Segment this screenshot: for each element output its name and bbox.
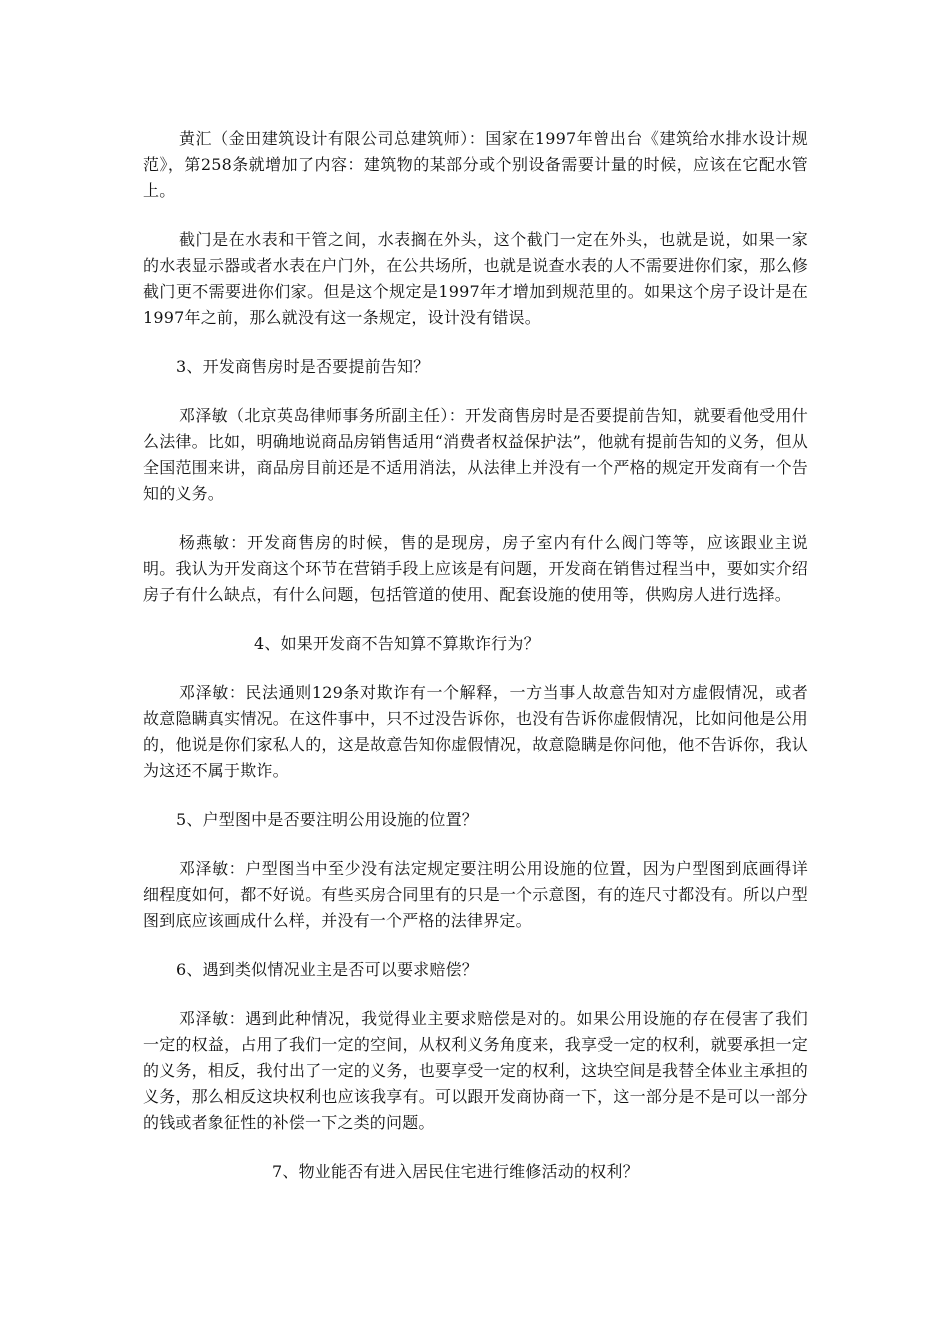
paragraph-valve-location: 截门是在水表和干管之间，水表搁在外头，这个截门一定在外头，也就是说，如果一家的水表显示器或者水表在户门外，在公共场所，也就是说查水表的人不需要进你们家，那么修截门更不需要进你们家。但是这个规定是1997年才增加到规范里的。如果这个房子设计是在1997年之前，那么就没有这一条规定，设计没有错误。 bbox=[143, 230, 808, 327]
question-6-heading: 6、遇到类似情况业主是否可以要求赔偿？ bbox=[176, 960, 478, 979]
question-4-heading: 4、如果开发商不告知算不算欺诈行为？ bbox=[254, 634, 540, 653]
paragraph-fraud-definition: 邓泽敏：民法通则129条对欺诈有一个解释，一方当事人故意告知对方虚假情况，或者故意隐瞒真实情况。在这件事中，只不过没告诉你，也没有告诉你虚假情况，比如问他是公用的，他说是你们家私人的，这是故意告知你虚假情况，故意隐瞒是你问他，他不告诉你，我认为这还不属于欺诈。 bbox=[143, 683, 808, 780]
paragraph-floor-plan: 邓泽敏：户型图当中至少没有法定规定要注明公用设施的位置，因为户型图到底画得详细程度如何，都不好说。有些买房合同里有的只是一个示意图，有的连尺寸都没有。所以户型图到底应该画成什么样，并没有一个严格的法律界定。 bbox=[143, 859, 808, 930]
document-page bbox=[143, 126, 808, 1208]
paragraph-compensation: 邓泽敏：遇到此种情况，我觉得业主要求赔偿是对的。如果公用设施的存在侵害了我们一定的权益，占用了我们一定的空间，从权利义务角度来，我享受一定的权利，就要承担一定的义务，相反，我付出了一定的义务，也要享受一定的权利，这块空间是我替全体业主承担的义务，那么相反这块权利也应该我享有。可以跟开发商协商一下，这一部分是不是可以一部分的钱或者象征性的补偿一下之类的问题。 bbox=[143, 1009, 808, 1132]
paragraph-yangyanmin-notice: 杨燕敏：开发商售房的时候，售的是现房，房子室内有什么阀门等等，应该跟业主说明。我认为开发商这个环节在营销手段上应该是有问题，开发商在销售过程当中，要如实介绍房子有什么缺点，有什么问题，包括管道的使用、配套设施的使用等，供购房人进行选择。 bbox=[143, 533, 808, 604]
paragraph-dengzemin-notice: 邓泽敏（北京英岛律师事务所副主任）：开发商售房时是否要提前告知，就要看他受用什么法律。比如，明确地说商品房销售适用“消费者权益保护法”，他就有提前告知的义务，但从全国范围来讲，商品房目前还是不适用消法，从法律上并没有一个严格的规定开发商有一个告知的义务。 bbox=[143, 406, 808, 503]
question-5-heading: 5、户型图中是否要注明公用设施的位置？ bbox=[176, 810, 478, 829]
paragraph-huanghui-regulation: 黄汇（金田建筑设计有限公司总建筑师）：国家在1997年曾出台《建筑给水排水设计规范》，第258条就增加了内容：建筑物的某部分或个别设备需要计量的时候，应该在它配水管上。 bbox=[143, 129, 808, 200]
question-3-heading: 3、开发商售房时是否要提前告知？ bbox=[176, 357, 430, 376]
question-7-heading: 7、物业能否有进入居民住宅进行维修活动的权利？ bbox=[272, 1162, 639, 1181]
